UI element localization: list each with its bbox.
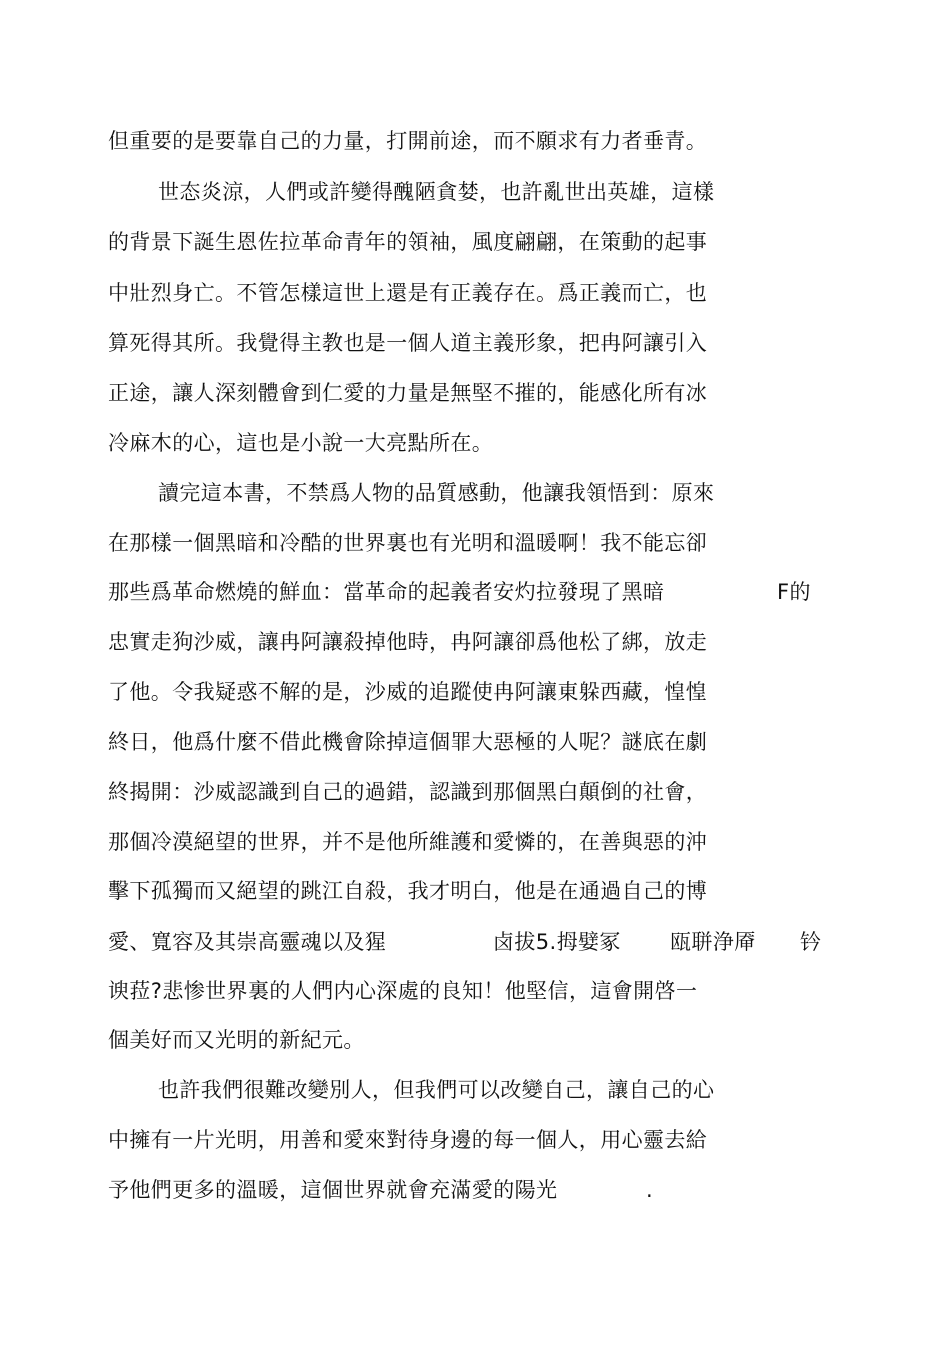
text-line-16: 擊下孤獨而又絕望的跳江自殺，我才明白，他是在通過自己的博 bbox=[108, 879, 708, 903]
text-line-17: 愛、寬容及其崇高靈魂以及猩 bbox=[108, 930, 387, 954]
text-line-19: 個美好而又光明的新紀元。 bbox=[108, 1028, 365, 1052]
text-line-6: 正途，讓人深刻體會到仁愛的力量是無堅不摧的，能感化所有冰 bbox=[108, 381, 708, 405]
text-line-22: 予他們更多的溫暖，這個世界就會充滿愛的陽光 bbox=[108, 1178, 558, 1202]
text-line-18: 谀菈?悲惨世界裏的人們内心深處的良知！他堅信，這會開啓一 bbox=[108, 979, 698, 1003]
text-line-11: 忠實走狗沙威，讓冉阿讓殺掉他時，冉阿讓卻爲他松了綁，放走 bbox=[108, 630, 708, 654]
text-fragment-17-tail: 钤 bbox=[800, 930, 822, 954]
text-line-12: 了他。令我疑惑不解的是，沙威的追蹤使冉阿讓東躲西藏，惶惶 bbox=[108, 680, 708, 704]
text-line-21: 中擁有一片光明，用善和愛來對待身邊的每一個人，用心靈去給 bbox=[108, 1128, 708, 1152]
text-line-14: 終揭開：沙威認識到自己的過錯，認識到那個黑白顛倒的社會， bbox=[108, 780, 708, 804]
text-line-20: 也許我們很難改變別人，但我們可以改變自己，讓自己的心 bbox=[158, 1078, 715, 1102]
text-line-13: 終日，他爲什麼不借此機會除掉這個罪大惡極的人呢？謎底在劇 bbox=[108, 730, 708, 754]
text-line-4: 中壯烈身亡。不管怎樣這世上還是有正義存在。爲正義而亡，也 bbox=[108, 281, 708, 305]
text-line-3: 的背景下誕生恩佐拉革命青年的領袖，風度翩翩，在策動的起事 bbox=[108, 230, 708, 254]
text-line-1: 但重要的是要靠自己的力量，打開前途，而不願求有力者垂青。 bbox=[108, 129, 708, 153]
text-fragment-17-mid: 卤拔5.拇嬖冢 bbox=[493, 930, 621, 954]
text-line-9: 在那樣一個黑暗和冷酷的世界裏也有光明和溫暖啊！我不能忘卻 bbox=[108, 531, 708, 555]
text-line-10: 那些爲革命燃燒的鮮血：當革命的起義者安灼拉發現了黑暗 bbox=[108, 580, 665, 604]
text-line-8: 讀完這本書，不禁爲人物的品質感動，他讓我領悟到：原來 bbox=[158, 481, 715, 505]
text-line-5: 算死得其所。我覺得主教也是一個人道主義形象，把冉阿讓引入 bbox=[108, 331, 708, 355]
text-line-2: 世态炎涼，人們或許變得醜陋貪婪，也許亂世出英雄，這樣 bbox=[158, 180, 715, 204]
text-line-7: 冷麻木的心，這也是小說一大亮點所在。 bbox=[108, 431, 494, 455]
text-fragment-22-tail: . bbox=[646, 1178, 654, 1202]
text-line-15: 那個冷漠絕望的世界，并不是他所維護和愛憐的，在善與惡的沖 bbox=[108, 830, 708, 854]
text-fragment-17-mid2: 瓯聠浄厣 bbox=[670, 930, 756, 954]
text-fragment-10-tail: F的 bbox=[777, 580, 811, 604]
